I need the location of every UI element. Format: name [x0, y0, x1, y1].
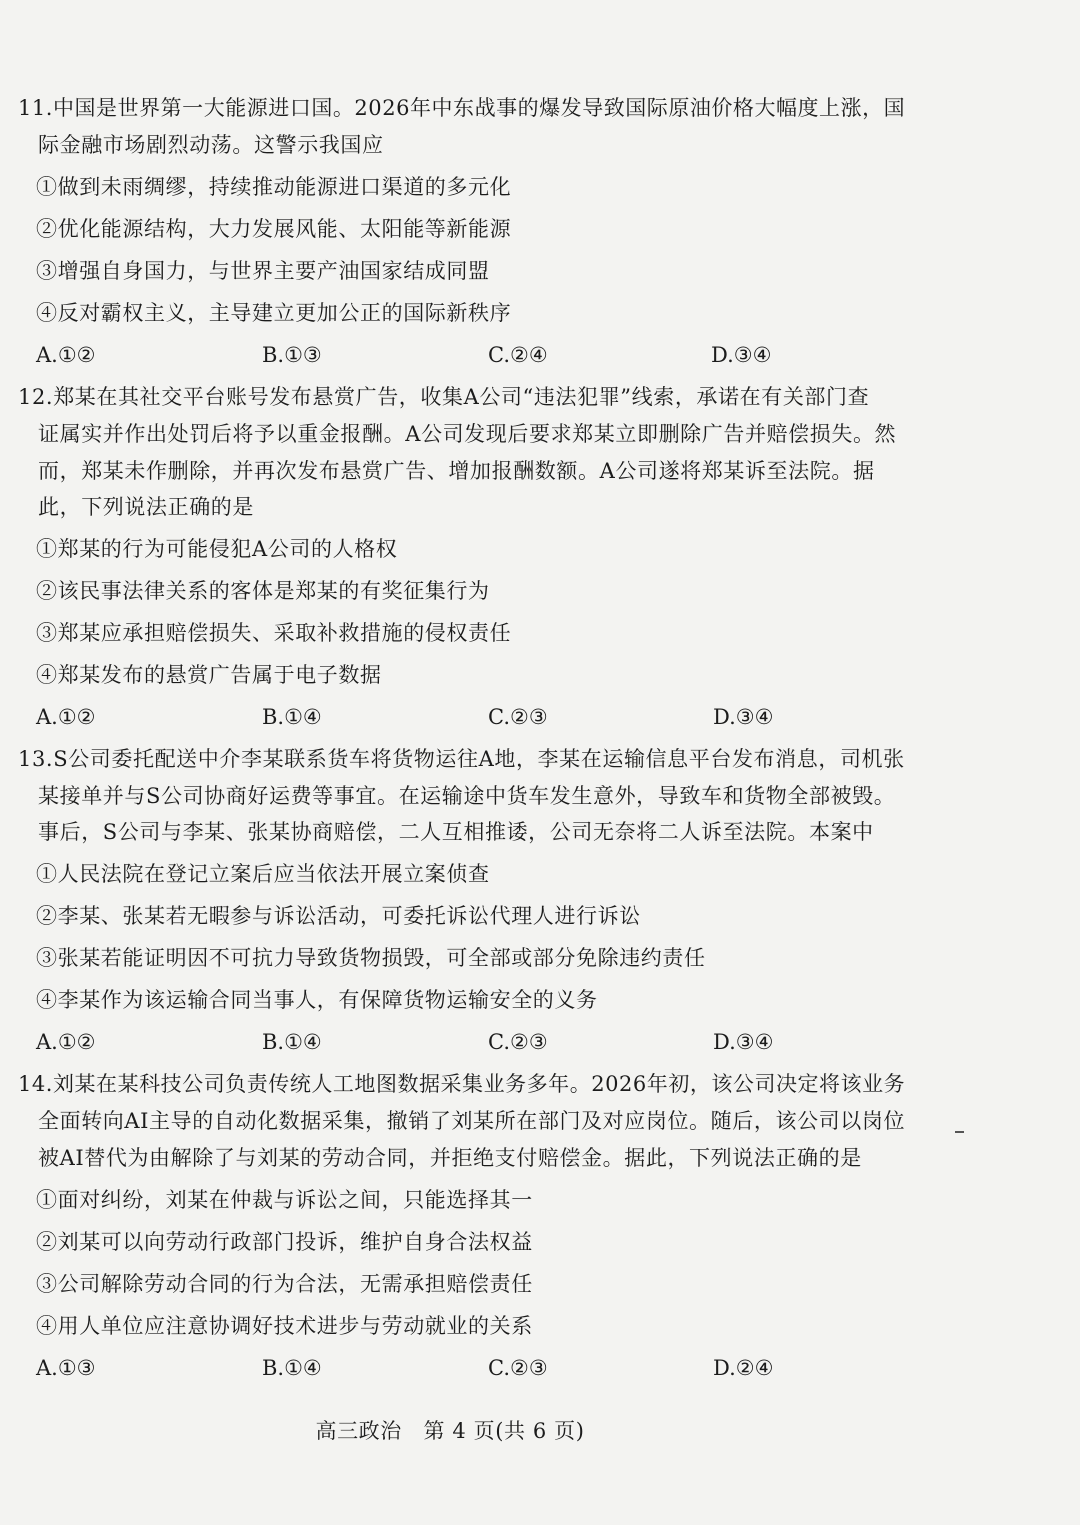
scan-mark — [955, 1131, 964, 1133]
q13-choice-b: B.①④ — [262, 1030, 322, 1054]
q12-option-1: ①郑某的行为可能侵犯A公司的人格权 — [36, 537, 398, 561]
q12-choice-a: A.①② — [36, 705, 96, 729]
q13-choice-d: D.③④ — [713, 1030, 774, 1054]
q14-stem-line-2: 全面转向AI主导的自动化数据采集，撤销了刘某所在部门及对应岗位。随后，该公司以岗位 — [38, 1109, 906, 1133]
q14-option-4: ④用人单位应注意协调好技术进步与劳动就业的关系 — [36, 1314, 533, 1338]
q13-option-3: ③张某若能证明因不可抗力导致货物损毁，可全部或部分免除违约责任 — [36, 946, 706, 970]
q14-choice-d: D.②④ — [713, 1356, 774, 1380]
q12-stem-line-4: 此，下列说法正确的是 — [38, 495, 254, 519]
q13-stem-line-1: 13.S公司委托配送中介李某联系货车将货物运往A地，李某在运输信息平台发布消息，司机张 — [18, 747, 905, 771]
q13-choice-a: A.①② — [36, 1030, 96, 1054]
q14-stem-line-3: 被AI替代为由解除了与刘某的劳动合同，并拒绝支付赔偿金。据此，下列说法正确的是 — [38, 1146, 862, 1170]
q12-choice-d: D.③④ — [713, 705, 774, 729]
q11-choice-b: B.①③ — [262, 343, 322, 367]
q12-stem-line-1: 12.郑某在其社交平台账号发布悬赏广告，收集A公司“违法犯罪”线索，承诺在有关部门查 — [18, 385, 870, 409]
q13-option-4: ④李某作为该运输合同当事人，有保障货物运输安全的义务 — [36, 988, 598, 1012]
q13-stem-line-3: 事后，S公司与李某、张某协商赔偿，二人互相推诿，公司无奈将二人诉至法院。本案中 — [38, 820, 874, 844]
page-footer: 高三政治 第 4 页(共 6 页) — [315, 1419, 585, 1443]
q11-choice-d: D.③④ — [711, 343, 772, 367]
q14-choice-a: A.①③ — [36, 1356, 96, 1380]
q11-option-4: ④反对霸权主义，主导建立更加公正的国际新秩序 — [36, 301, 512, 325]
q14-choice-c: C.②③ — [488, 1356, 548, 1380]
q14-choice-b: B.①④ — [262, 1356, 322, 1380]
q11-stem-line-2: 际金融市场剧烈动荡。这警示我国应 — [38, 133, 384, 157]
q12-option-4: ④郑某发布的悬赏广告属于电子数据 — [36, 663, 382, 687]
q11-stem-line-1: 11.中国是世界第一大能源进口国。2026年中东战事的爆发导致国际原油价格大幅度上涨，国 — [18, 96, 906, 120]
q14-option-3: ③公司解除劳动合同的行为合法，无需承担赔偿责任 — [36, 1272, 533, 1296]
q13-option-1: ①人民法院在登记立案后应当依法开展立案侦查 — [36, 862, 490, 886]
q12-option-2: ②该民事法律关系的客体是郑某的有奖征集行为 — [36, 579, 490, 603]
q14-option-2: ②刘某可以向劳动行政部门投诉，维护自身合法权益 — [36, 1230, 533, 1254]
q11-choice-c: C.②④ — [488, 343, 548, 367]
q14-option-1: ①面对纠纷，刘某在仲裁与诉讼之间，只能选择其一 — [36, 1188, 533, 1212]
q12-option-3: ③郑某应承担赔偿损失、采取补救措施的侵权责任 — [36, 621, 512, 645]
q12-choice-b: B.①④ — [262, 705, 322, 729]
q13-stem-line-2: 某接单并与S公司协商好运费等事宜。在运输途中货车发生意外，导致车和货物全部被毁。 — [38, 784, 896, 808]
q11-choice-a: A.①② — [36, 343, 96, 367]
q12-stem-line-3: 而，郑某未作删除，并再次发布悬赏广告、增加报酬数额。A公司遂将郑某诉至法院。据 — [38, 459, 875, 483]
q12-choice-c: C.②③ — [488, 705, 548, 729]
q13-option-2: ②李某、张某若无暇参与诉讼活动，可委托诉讼代理人进行诉讼 — [36, 904, 641, 928]
q13-choice-c: C.②③ — [488, 1030, 548, 1054]
q11-option-3: ③增强自身国力，与世界主要产油国家结成同盟 — [36, 259, 490, 283]
q11-option-1: ①做到未雨绸缪，持续推动能源进口渠道的多元化 — [36, 175, 512, 199]
q11-option-2: ②优化能源结构，大力发展风能、太阳能等新能源 — [36, 217, 512, 241]
q12-stem-line-2: 证属实并作出处罚后将予以重金报酬。A公司发现后要求郑某立即删除广告并赔偿损失。然 — [38, 422, 897, 446]
q14-stem-line-1: 14.刘某在某科技公司负责传统人工地图数据采集业务多年。2026年初，该公司决定将该业务 — [18, 1072, 906, 1096]
